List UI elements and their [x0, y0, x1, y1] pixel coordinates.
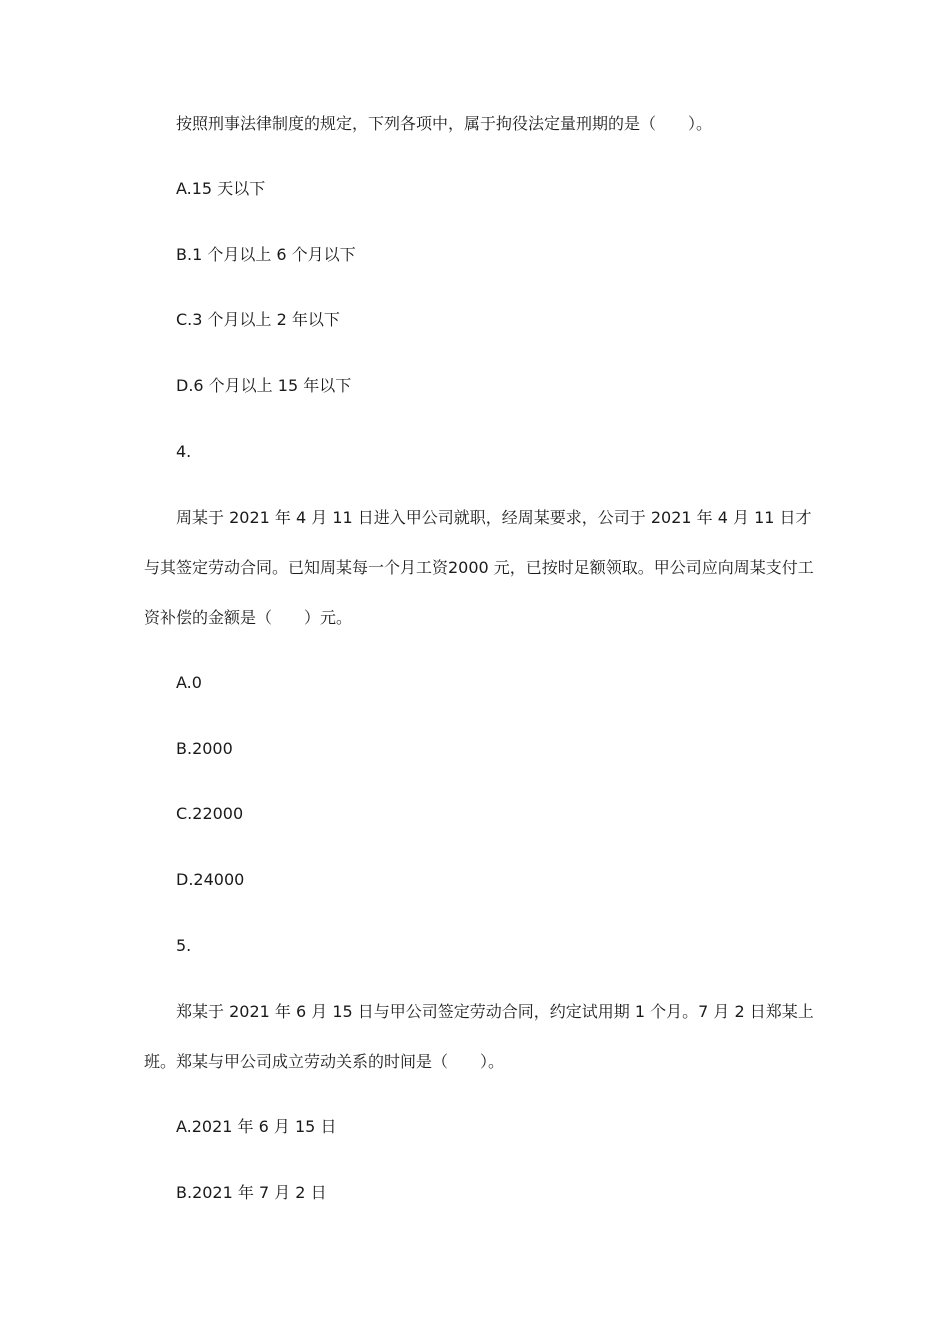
question-4-option-b: B.2000: [176, 739, 233, 758]
question-5-option-b: B.2021 年 7 月 2 日: [176, 1183, 327, 1202]
question-4-stem: 周某于 2021 年 4 月 11 日进入甲公司就职，经周某要求，公司于 2021 年 4 月 11 日才与其签定劳动合同。已知周某每一个月工资2000 元，已按时足额领取。甲公司应向周某支付工资补偿的金额是（ ）元。: [144, 508, 814, 627]
question-3-option-a: A.15 天以下: [176, 179, 266, 198]
question-4-option-a: A.0: [176, 673, 202, 692]
question-4-number: 4.: [176, 442, 192, 461]
question-3-stem: 按照刑事法律制度的规定，下列各项中，属于拘役法定量刑期的是（ ）。: [176, 114, 713, 133]
question-5-number: 5.: [176, 936, 192, 955]
question-3-option-d: D.6 个月以上 15 年以下: [176, 376, 352, 395]
question-4-option-d: D.24000: [176, 870, 245, 889]
question-5-stem: 郑某于 2021 年 6 月 15 日与甲公司签定劳动合同，约定试用期 1 个月。7 月 2 日郑某上班。郑某与甲公司成立劳动关系的时间是（ ）。: [144, 1002, 814, 1071]
question-5-option-a: A.2021 年 6 月 15 日: [176, 1117, 337, 1136]
question-4-option-c: C.22000: [176, 804, 244, 823]
question-3-option-c: C.3 个月以上 2 年以下: [176, 310, 340, 329]
question-3-option-b: B.1 个月以上 6 个月以下: [176, 245, 356, 264]
